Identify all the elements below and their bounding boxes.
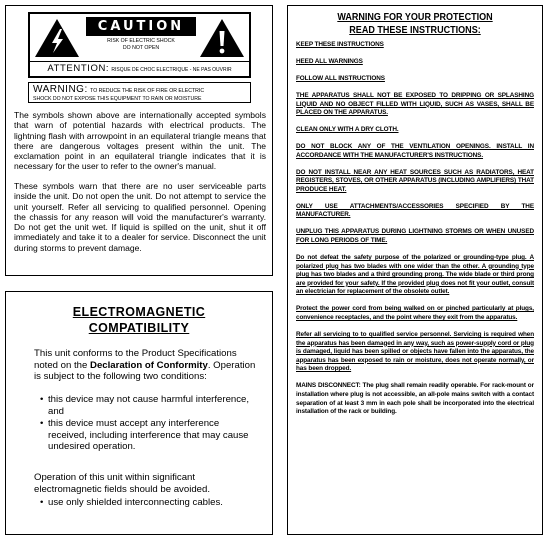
emc-conditions bbox=[40, 394, 256, 454]
instruction-list bbox=[296, 41, 534, 417]
warning-label: WARNING: bbox=[33, 84, 88, 95]
instruction-item: CLEAN ONLY WITH A DRY CLOTH. bbox=[296, 126, 399, 134]
emc-intro-text: This unit conforms to the Product Specifications noted on the bbox=[34, 348, 237, 371]
attention-bar bbox=[30, 61, 249, 76]
service-paragraph: These symbols warn that there are no user serviceable parts inside the unit. Do not open the unit. Do not attempt to service the unit yourself. Refer all servicing to qualified personnel. Opening the chassis for any reason will void the manufacturer's warranty. Do not get the unit wet. If liquid is spilled on the unit, shut it off immediately and take it to a dealer for service. Disconnect the unit during storms to prevent damage. bbox=[14, 181, 266, 253]
caution-panel bbox=[5, 5, 273, 276]
instruction-item: UNPLUG THIS APPARATUS DURING LIGHTNING STORMS OR WHEN UNUSED FOR LONG PERIODS OF TIME. bbox=[296, 228, 534, 245]
emc-condition-2: • this device must accept any interference received, including interference that may cause undesired operation. bbox=[40, 418, 256, 453]
instruction-item: FOLLOW ALL INSTRUCTIONS bbox=[296, 74, 385, 82]
emc-title-line1: ELECTROMAGNETIC bbox=[72, 305, 206, 319]
caution-label-box bbox=[28, 12, 251, 78]
warning-box bbox=[28, 82, 251, 103]
emc-cable-note: • use only shielded interconnecting cables. bbox=[40, 497, 256, 509]
instruction-item: KEEP THESE INSTRUCTIONS bbox=[296, 41, 384, 48]
emc-title bbox=[6, 304, 272, 336]
caution-sub-line2: DO NOT OPEN bbox=[122, 45, 160, 51]
symbols-paragraph: The symbols shown above are internationally accepted symbols that warn of potential hazards with electrical products. The lightning flash with arrowpoint in an equilateral triangle means that there are dangerous voltages present within the unit. The exclamation point in an equilateral triangle indicates that it is necessary for the user to refer to the owner's manual. bbox=[14, 110, 266, 172]
instruction-item: THE APPARATUS SHALL NOT BE EXPOSED TO DRIPPING OR SPLASHING LIQUID AND NO OBJECT FILLED WITH LIQUID, SUCH AS VASES, SHALL BE PLACED ON THE APPARATUS. bbox=[296, 91, 534, 117]
instruction-item: HEED ALL WARNINGS bbox=[296, 57, 363, 65]
declaration-of-conformity: Declaration of Conformity bbox=[90, 359, 208, 371]
protection-panel bbox=[287, 5, 543, 535]
warning-text-2: SHOCK DO NOT EXPOSE THIS EQUIPMENT TO RAIN OR MOISTURE bbox=[33, 96, 202, 102]
protection-title-line2: READ THESE INSTRUCTIONS: bbox=[349, 24, 481, 36]
protection-title-line1: WARNING FOR YOUR PROTECTION bbox=[337, 11, 493, 23]
exclamation-warning-icon bbox=[198, 17, 246, 59]
emc-cable-list bbox=[40, 497, 256, 510]
caution-sub-line1: RISK OF ELECTRIC SHOCK bbox=[107, 38, 175, 44]
instruction-item: Protect the power cord from being walked on or pinched particularly at plugs, convenience receptacles, and the point where they exit from the apparatus. bbox=[296, 305, 534, 321]
emc-condition-1: • this device may not cause harmful interference, and bbox=[40, 394, 256, 417]
attention-text: RISQUE DE CHOC ELECTRIQUE - NE PAS OUVRIR bbox=[111, 67, 232, 73]
emc-title-line2: COMPATIBILITY bbox=[88, 321, 190, 335]
attention-label: ATTENTION: bbox=[47, 63, 110, 74]
instruction-item: Refer all servicing to to qualified service personnel. Servicing is required when the apparatus has been damaged in any way, such as power-supply cord or plug is damaged, liquid has been spilled or objects have fallen into the apparatus, the apparatus has been exposed to rain or moisture, does not operate normally, or has been dropped. bbox=[296, 330, 534, 373]
mains-disconnect-note: MAINS DISCONNECT: The plug shall remain readily operable. For rack-mount or installation where plug is not accessible, an all-pole mains switch with a contact separation of at least 3 mm in each pole shall be incorporated into the electrical installation of the rack or building. bbox=[296, 382, 534, 416]
emc-panel bbox=[5, 291, 273, 535]
protection-title bbox=[313, 11, 518, 37]
caution-subtext bbox=[86, 38, 196, 52]
caution-heading: CAUTION bbox=[86, 17, 196, 36]
lightning-warning-icon bbox=[33, 17, 81, 59]
warning-text: TO REDUCE THE RISK OF FIRE OR ELECTRIC bbox=[90, 88, 205, 94]
instruction-item: Do not defeat the safety purpose of the polarized or grounding-type plug. A polarized plug has two blades with one wider than the other. A grounding type plug has two blades and a third grounding prong. The wide blade or third prong are provided for your safety. If the provided plug does not fit your outlet, consult an electrician for replacement of the obsolete outlet. bbox=[296, 254, 534, 296]
emc-intro-tail: . Operation is subject to the following two conditions: bbox=[34, 359, 256, 383]
emc-intro bbox=[34, 348, 256, 383]
emc-operation-note: Operation of this unit within significant electromagnetic fields should be avoided. bbox=[34, 472, 210, 495]
instruction-item: ONLY USE ATTACHMENTS/ACCESSORIES SPECIFIED BY THE MANUFACTURER. bbox=[296, 202, 534, 219]
instruction-item: DO NOT INSTALL NEAR ANY HEAT SOURCES SUCH AS RADIATORS, HEAT REGISTERS, STOVES, OR OTHER APPARATUS (INCLUDING AMPLIFIERS) THAT PRODUCE HEAT. bbox=[296, 168, 534, 193]
instruction-item: DO NOT BLOCK ANY OF THE VENTILATION OPENINGS. INSTALL IN ACCORDANCE WITH THE MANUFACTURER'S INSTRUCTIONS. bbox=[296, 143, 534, 159]
